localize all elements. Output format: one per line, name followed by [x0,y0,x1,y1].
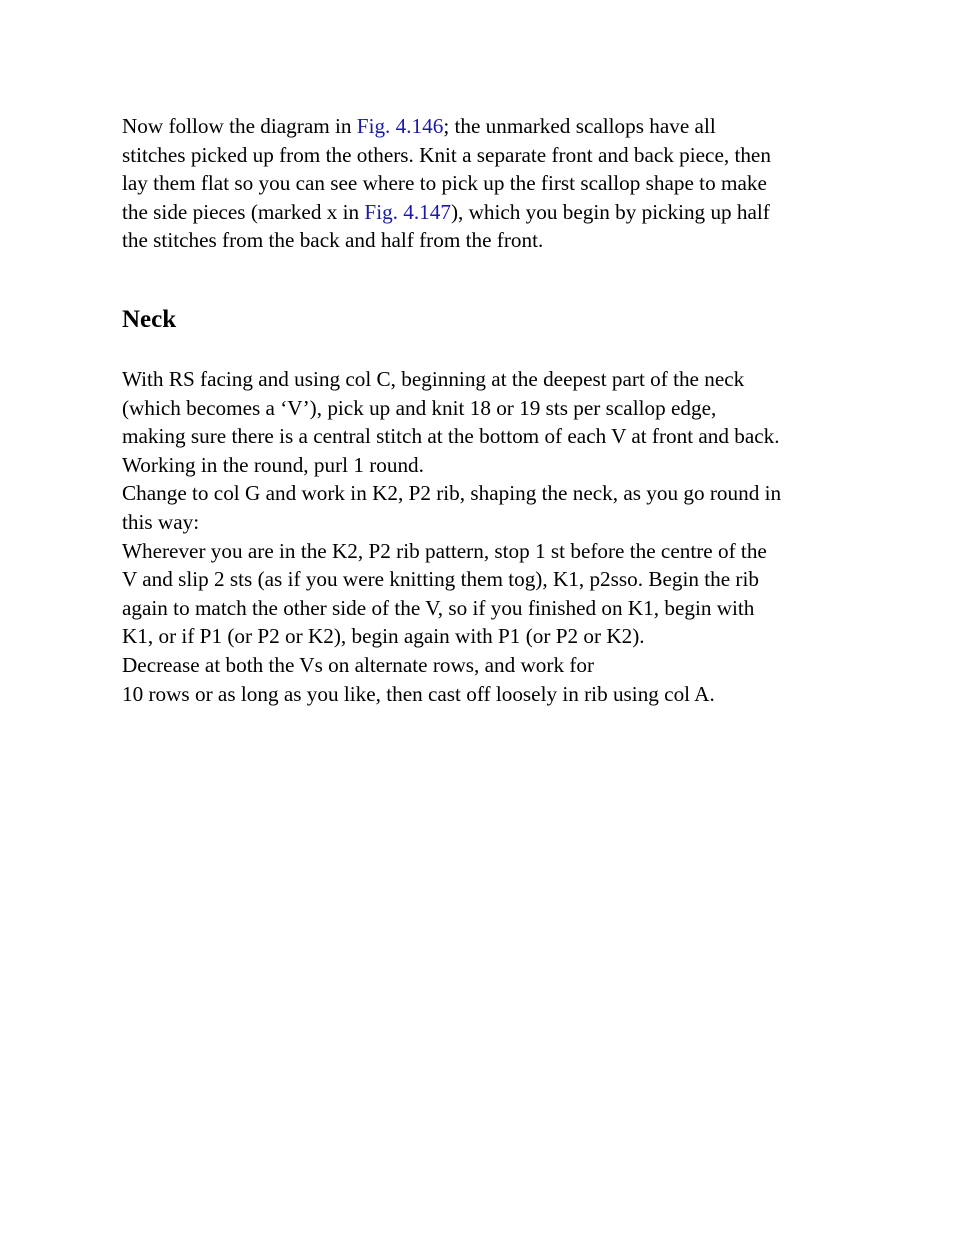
neck-line: again to match the other side of the V, so if you finished on K1, begin with [122,595,755,620]
neck-line: V and slip 2 sts (as if you were knitting them tog), K1, p2sso. Begin the rib [122,567,759,592]
neck-line: Change to col G and work in K2, P2 rib, shaping the neck, as you go round in [122,481,782,506]
neck-line: Working in the round, purl 1 round. [122,452,424,477]
neck-line: Decrease at both the Vs on alternate rows, and work for [122,652,595,677]
intro-line-1: Now follow the diagram in Fig. 4.146; the unmarked scallops have all [122,114,716,138]
neck-line: (which becomes a ‘V’), pick up and knit 18 or 19 sts per scallop edge, [122,395,717,420]
intro-line-2: stitches picked up from the others. Knit a separate front and back piece, then [122,142,771,167]
neck-heading: Neck [122,306,177,333]
page-content [122,112,852,706]
neck-paragraph [122,365,781,708]
fig-4-146-link[interactable]: Fig. 4.146 [356,114,444,138]
neck-line: making sure there is a central stitch at the bottom of each V at front and back. [122,424,780,449]
neck-line: this way: [122,509,200,534]
intro-paragraph [122,112,852,255]
fig-4-147-link[interactable]: Fig. 4.147 [364,199,451,224]
intro-line-5: the stitches from the back and half from the front. [122,228,544,253]
neck-line: With RS facing and using col C, beginning at the deepest part of the neck [122,367,745,391]
intro-line-4: the side pieces (marked x in Fig. 4.147), which you begin by picking up half [122,199,770,224]
neck-line: K1, or if P1 (or P2 or K2), begin again with P1 (or P2 or K2). [122,624,645,649]
intro-line-3: lay them flat so you can see where to pick up the first scallop shape to make [122,171,767,196]
neck-line: 10 rows or as long as you like, then cast off loosely in rib using col A. [122,681,715,706]
neck-line: Wherever you are in the K2, P2 rib pattern, stop 1 st before the centre of the [122,538,767,563]
